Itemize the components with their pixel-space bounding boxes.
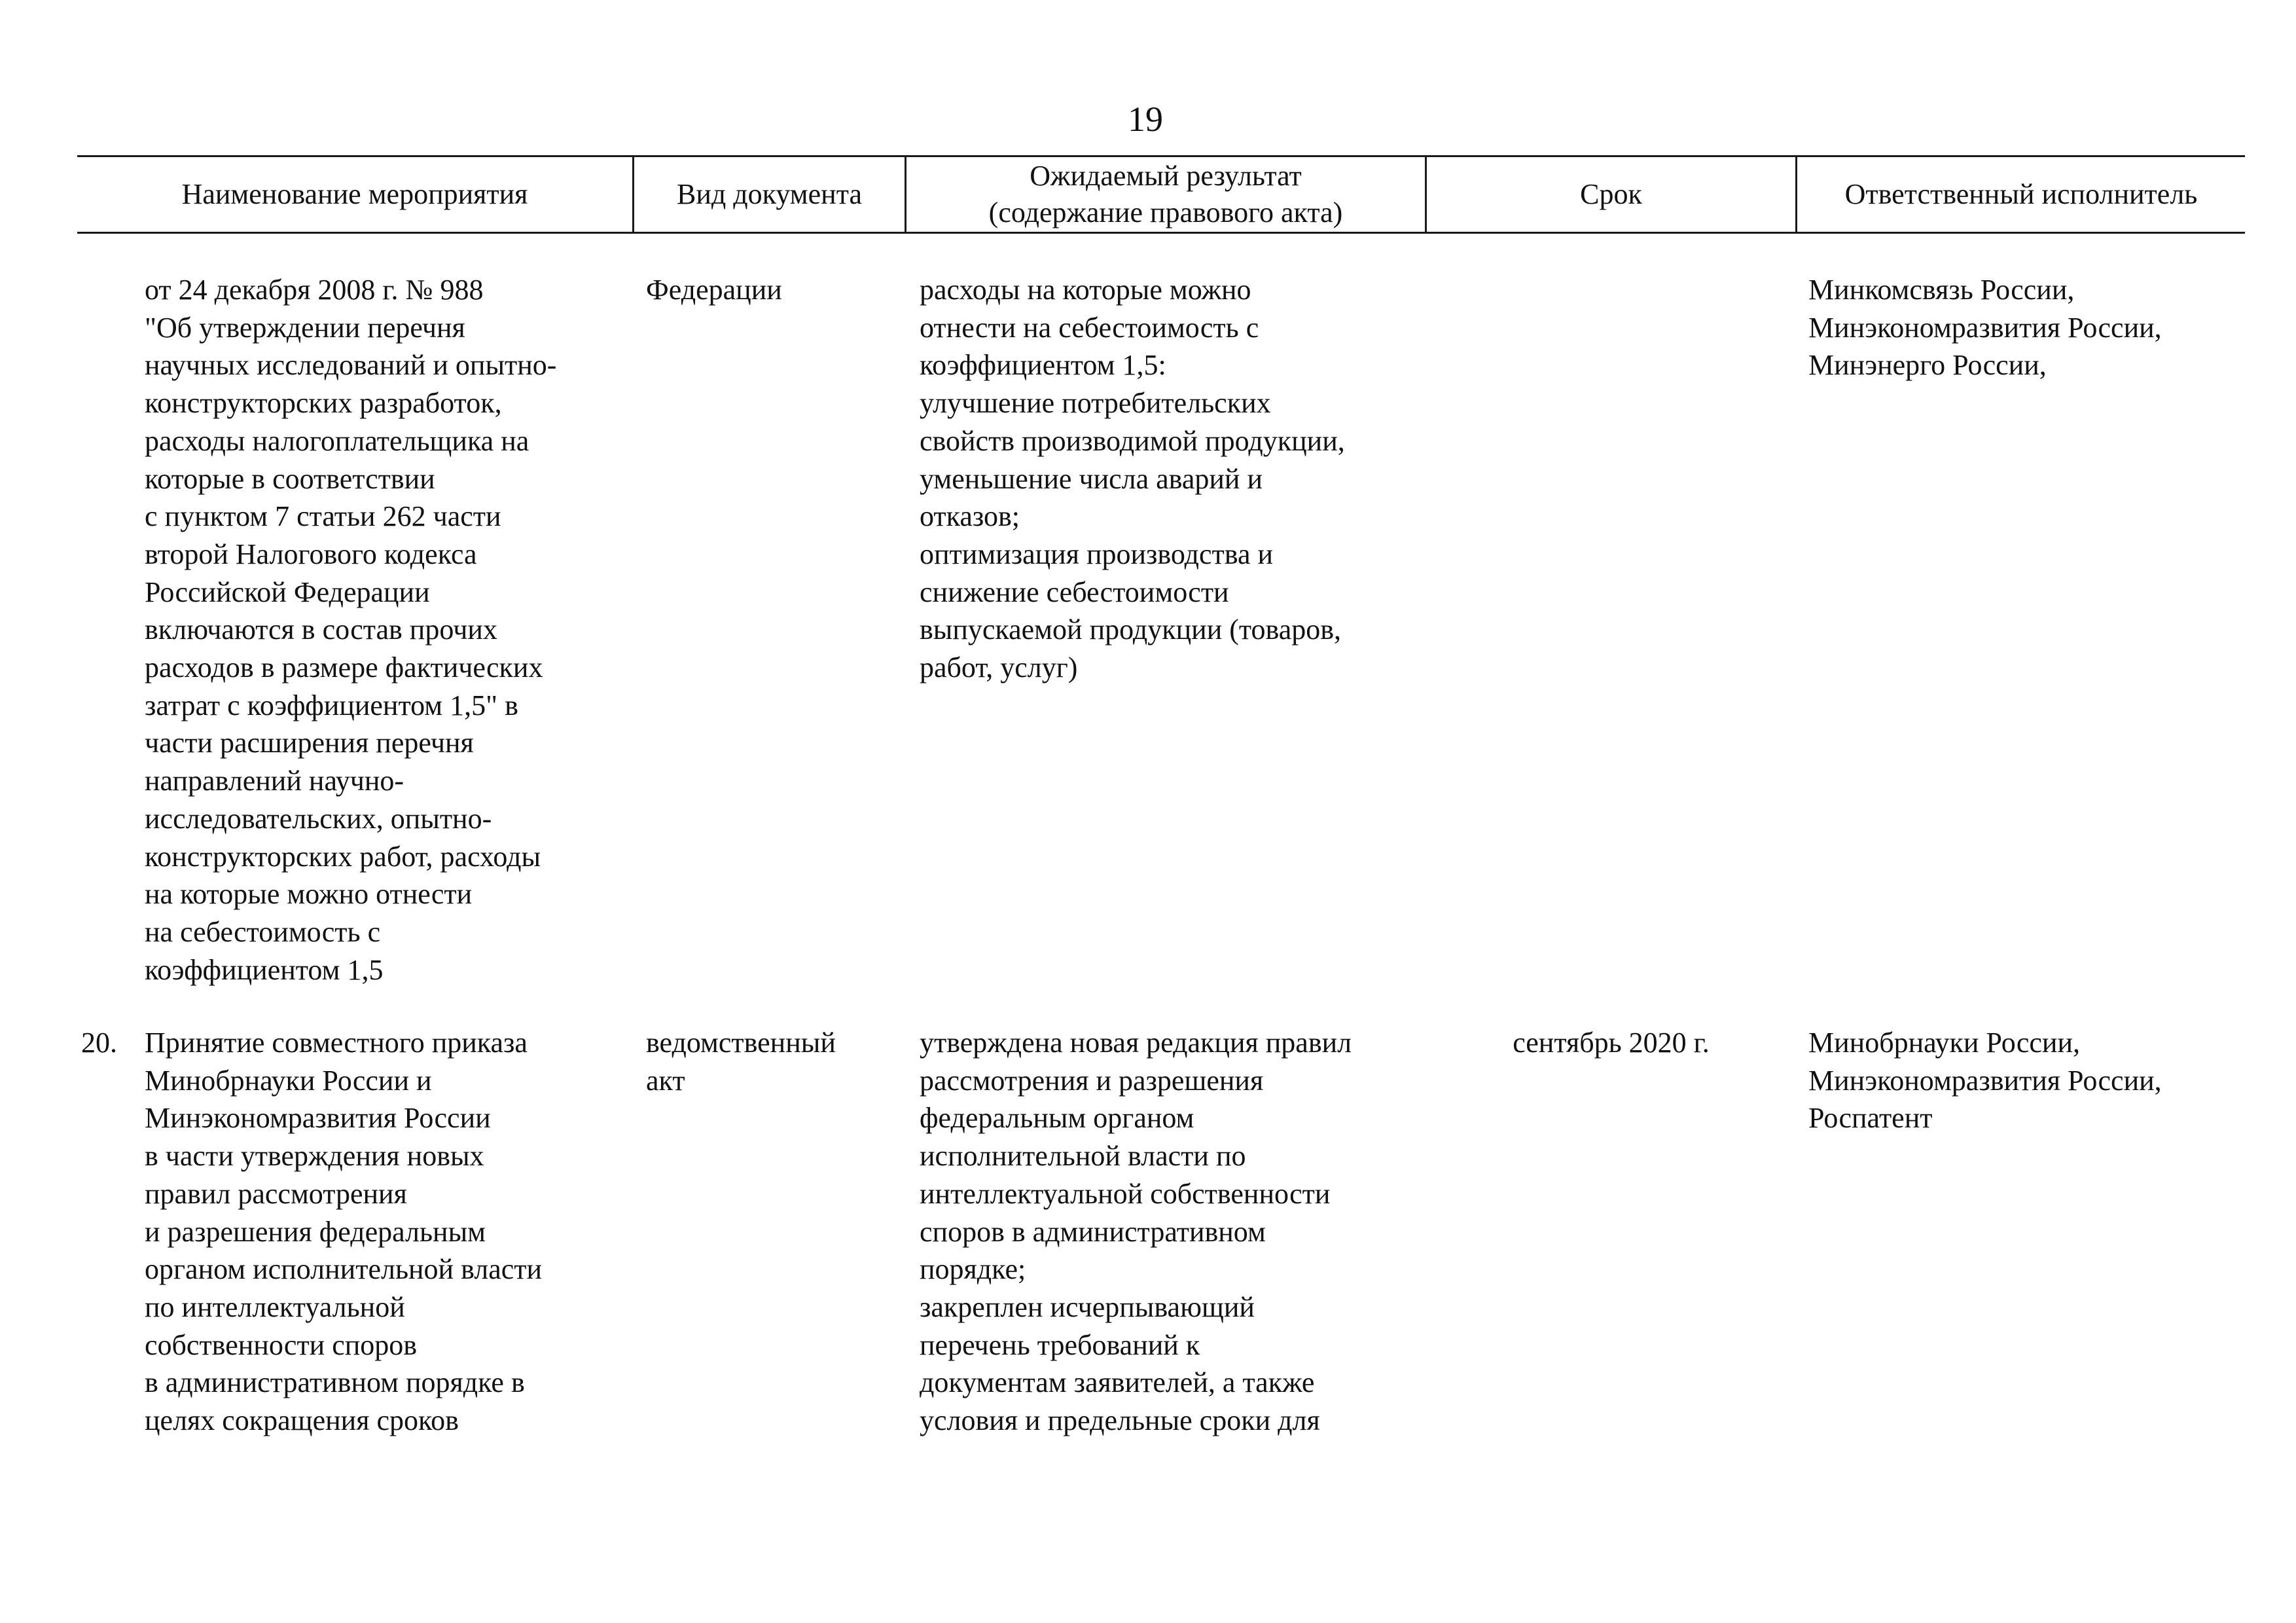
- header-executor: Ответственный исполнитель: [1844, 178, 2198, 210]
- header-name: Наименование мероприятия: [181, 178, 528, 210]
- page-number: 19: [1128, 100, 1163, 139]
- row-deadline: сентябрь 2020 г.: [1513, 1027, 1710, 1059]
- row-name: Принятие совместного приказа Минобрнауки России и Минэкономразвития России в части утверждения новых правил рассмотрения и разрешения федеральным органом исполнительной власти по интеллектуальной собственности споров в административном порядке в целях сокращения сроков: [145, 1027, 543, 1437]
- row-executor: Минкомсвязь России, Минэкономразвития России, Минэнерго России,: [1808, 274, 2162, 382]
- header-deadline: Срок: [1580, 178, 1642, 210]
- row-name: от 24 декабря 2008 г. № 988 "Об утверждении перечня научных исследований и опытно- конструкторских разработок, расходы налогоплательщика на которые в соответствии с пунктом 7 статьи 262 части второй Налогового кодекса Российской Федерации включаются в состав прочих расходов в размере фактических затрат с коэффициентом 1,5" в части расширения перечня направлений научно- исследовательских, опытно- конструкторских работ, расходы на которые можно отнести на себестоимость с коэффициентом 1,5: [145, 274, 557, 986]
- header-result: Ожидаемый результат (содержание правового акта): [988, 160, 1343, 228]
- row-doc-type: Федерации: [646, 274, 782, 306]
- row-result: расходы на которые можно отнести на себестоимость с коэффициентом 1,5: улучшение потребительских свойств производимой продукции, уменьшение числа аварий и отказов; оптимизация производства и снижение себестоимости выпускаемой продукции (товаров, работ, услуг): [920, 274, 1345, 684]
- row-result: утверждена новая редакция правил рассмотрения и разрешения федеральным органом исполнительной власти по интеллектуальной собственности споров в административном порядке; закреплен исчерпывающий перечень требований к документам заявителей, а также условия и предельные сроки для: [920, 1027, 1352, 1437]
- row-number: 20.: [81, 1027, 117, 1059]
- row-doc-type: ведомственный акт: [646, 1027, 836, 1097]
- header-doc-type: Вид документа: [676, 178, 863, 210]
- row-executor: Минобрнауки России, Минэкономразвития России, Роспатент: [1808, 1027, 2162, 1135]
